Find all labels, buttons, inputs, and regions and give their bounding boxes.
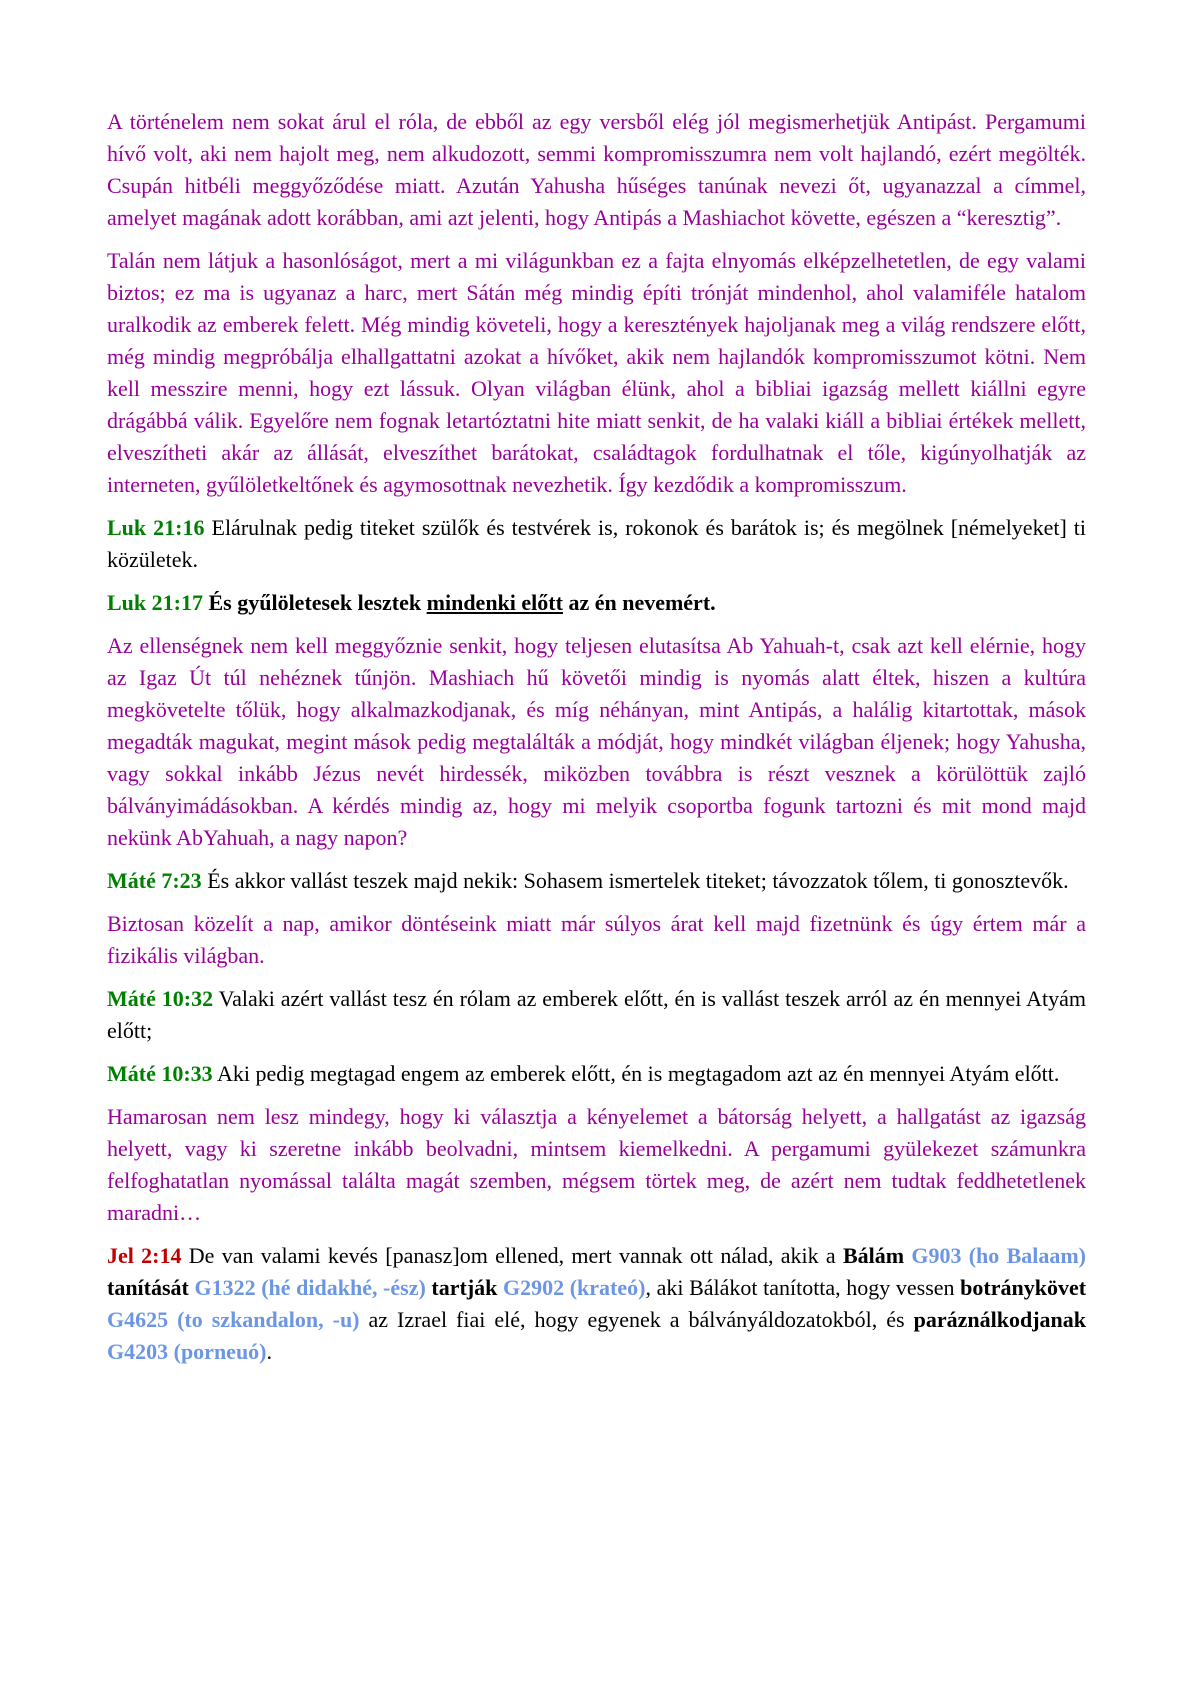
commentary-paragraph [107,1101,1086,1229]
verse-paragraph [107,865,1086,897]
strongs-ref[interactable]: G4203 (porneuó) [107,1339,267,1364]
text-segment: Valaki azért vallást tesz én rólam az emberek előtt, én is vallást teszek arról az én mennyei Atyám előtt; [107,986,1086,1043]
verse-ref-label: Máté 7:23 [107,868,202,893]
text-segment: . [266,1339,272,1364]
text-segment: tartják [431,1275,498,1300]
text-segment: az én nevemért. [562,590,716,615]
text-segment: mindenki előtt [426,590,563,615]
text-segment: Hamarosan nem lesz mindegy, hogy ki választja a kényelemet a bátorság helyett, a hallgatást az igazság helyett, vagy ki szeretne inkább beolvadni, mintsem kiemelkedni. A pergamumi gyülekezet számunkra felfoghatatlan nyomással találta magát szemben, mégsem törtek meg, de azért nem tudtak feddhetetlenek maradni… [107,1104,1086,1225]
verse-ref-label: Jel 2:14 [107,1243,182,1268]
verse-paragraph [107,983,1086,1047]
text-segment: , aki Bálákot tanította, hogy vessen [645,1275,961,1300]
verse-paragraph [107,512,1086,576]
strongs-ref[interactable]: G2902 (krateó) [503,1275,646,1300]
commentary-paragraph [107,245,1086,501]
commentary-paragraph [107,106,1086,234]
commentary-paragraph [107,630,1086,854]
verse-ref-label: Máté 10:33 [107,1061,213,1086]
commentary-paragraph [107,908,1086,972]
text-segment: A történelem nem sokat árul el róla, de ebből az egy versből elég jól megismerhetjük Antipást. Pergamumi hívő volt, aki nem hajolt meg, nem alkudozott, semmi kompromisszumra nem volt hajlandó, ezért megölték. Csupán hitbéli meggyőződése miatt. Azután Yahusha hűséges tanúnak nevezi őt, ugyanazzal a címmel, amelyet magának adott korábban, ami azt jelenti, hogy Antipás a Mashiachot követte, egészen a “keresztig”. [107,109,1086,230]
text-segment: Az ellenségnek nem kell meggyőznie senkit, hogy teljesen elutasítsa Ab Yahuah-t, csak azt kell elérnie, hogy az Igaz Út túl nehéznek tűnjön. Mashiach hű követői mindig is nyomás alatt éltek, hiszen a kultúra megkövetelte tőlük, hogy alkalmazkodjanak, és míg néhányan, mint Antipás, a halálig kitartottak, mások megadták magukat, megint mások pedig megtalálták a módját, hogy mindkét világban éljenek; hogy Yahusha, vagy sokkal inkább Jézus nevét hirdessék, miközben továbbra is részt vesznek a körülöttük zajló bálványimádásokban. A kérdés mindig az, hogy mi melyik csoportba fogunk tartozni és mit mond majd nekünk AbYahuah, a nagy napon? [107,633,1086,850]
text-segment: Elárulnak pedig titeket szülők és testvérek is, rokonok és barátok is; és megölnek [némelyeket] ti közületek. [107,515,1087,572]
verse-ref-label: Máté 10:32 [107,986,214,1011]
verse-paragraph [107,1058,1086,1090]
text-segment: És akkor vallást teszek majd nekik: Sohasem ismertelek titeket; távozzatok tőlem, ti gonosztevők. [207,868,1069,893]
strongs-ref[interactable]: G903 (ho Balaam) [911,1243,1087,1268]
text-segment: És gyűlöletesek lesztek [208,590,427,615]
verse-ref-label: Luk 21:16 [107,515,205,540]
verse-paragraph [107,1240,1086,1368]
text-segment: az Izrael fiai elé, hogy egyenek a bálványáldozatokból, és [359,1307,914,1332]
strongs-ref[interactable]: G4625 (to szkandalon, -u) [107,1307,360,1332]
verse-ref-label: Luk 21:17 [107,590,203,615]
text-segment: Talán nem látjuk a hasonlóságot, mert a mi világunkban ez a fajta elnyomás elképzelhetetlen, de egy valami biztos; ez ma is ugyanaz a harc, mert Sátán még mindig építi trónját mindenhol, ahol valamiféle hatalom uralkodik az emberek felett. Még mindig követeli, hogy a keresztények hajoljanak meg a világ rendszere előtt, még mindig megpróbálja elhallgattatni azokat a hívőket, akik nem hajlandók kompromisszumot kötni. Nem kell messzire menni, hogy ezt lássuk. Olyan világban élünk, ahol a bibliai igazság mellett kiállni egyre drágábbá válik. Egyelőre nem fognak letartóztatni hite miatt senkit, de ha valaki kiáll a bibliai értékek mellett, elveszítheti akár az állását, elveszíthet barátokat, családtagok fordulhatnak el tőle, kigúnyolhatják az interneten, gyűlöletkeltőnek és agymosottnak nevezhetik. Így kezdődik a kompromisszum. [107,248,1086,497]
text-segment: botránykövet [960,1275,1087,1300]
text-segment: Biztosan közelít a nap, amikor döntéseink miatt már súlyos árat kell majd fizetnünk és úgy értem már a fizikális világban. [107,911,1086,968]
strongs-ref[interactable]: G1322 (hé didakhé, -ész) [194,1275,426,1300]
verse-paragraph [107,587,1086,619]
text-segment: tanítását [107,1275,189,1300]
text-segment: Aki pedig megtagad engem az emberek előtt, én is megtagadom azt az én mennyei Atyám előtt. [216,1061,1060,1086]
text-segment: paráználkodjanak [913,1307,1086,1332]
text-segment: De van valami kevés [panasz]om ellened, mert vannak ott nálad, akik a [188,1243,843,1268]
text-segment: Bálám [842,1243,905,1268]
